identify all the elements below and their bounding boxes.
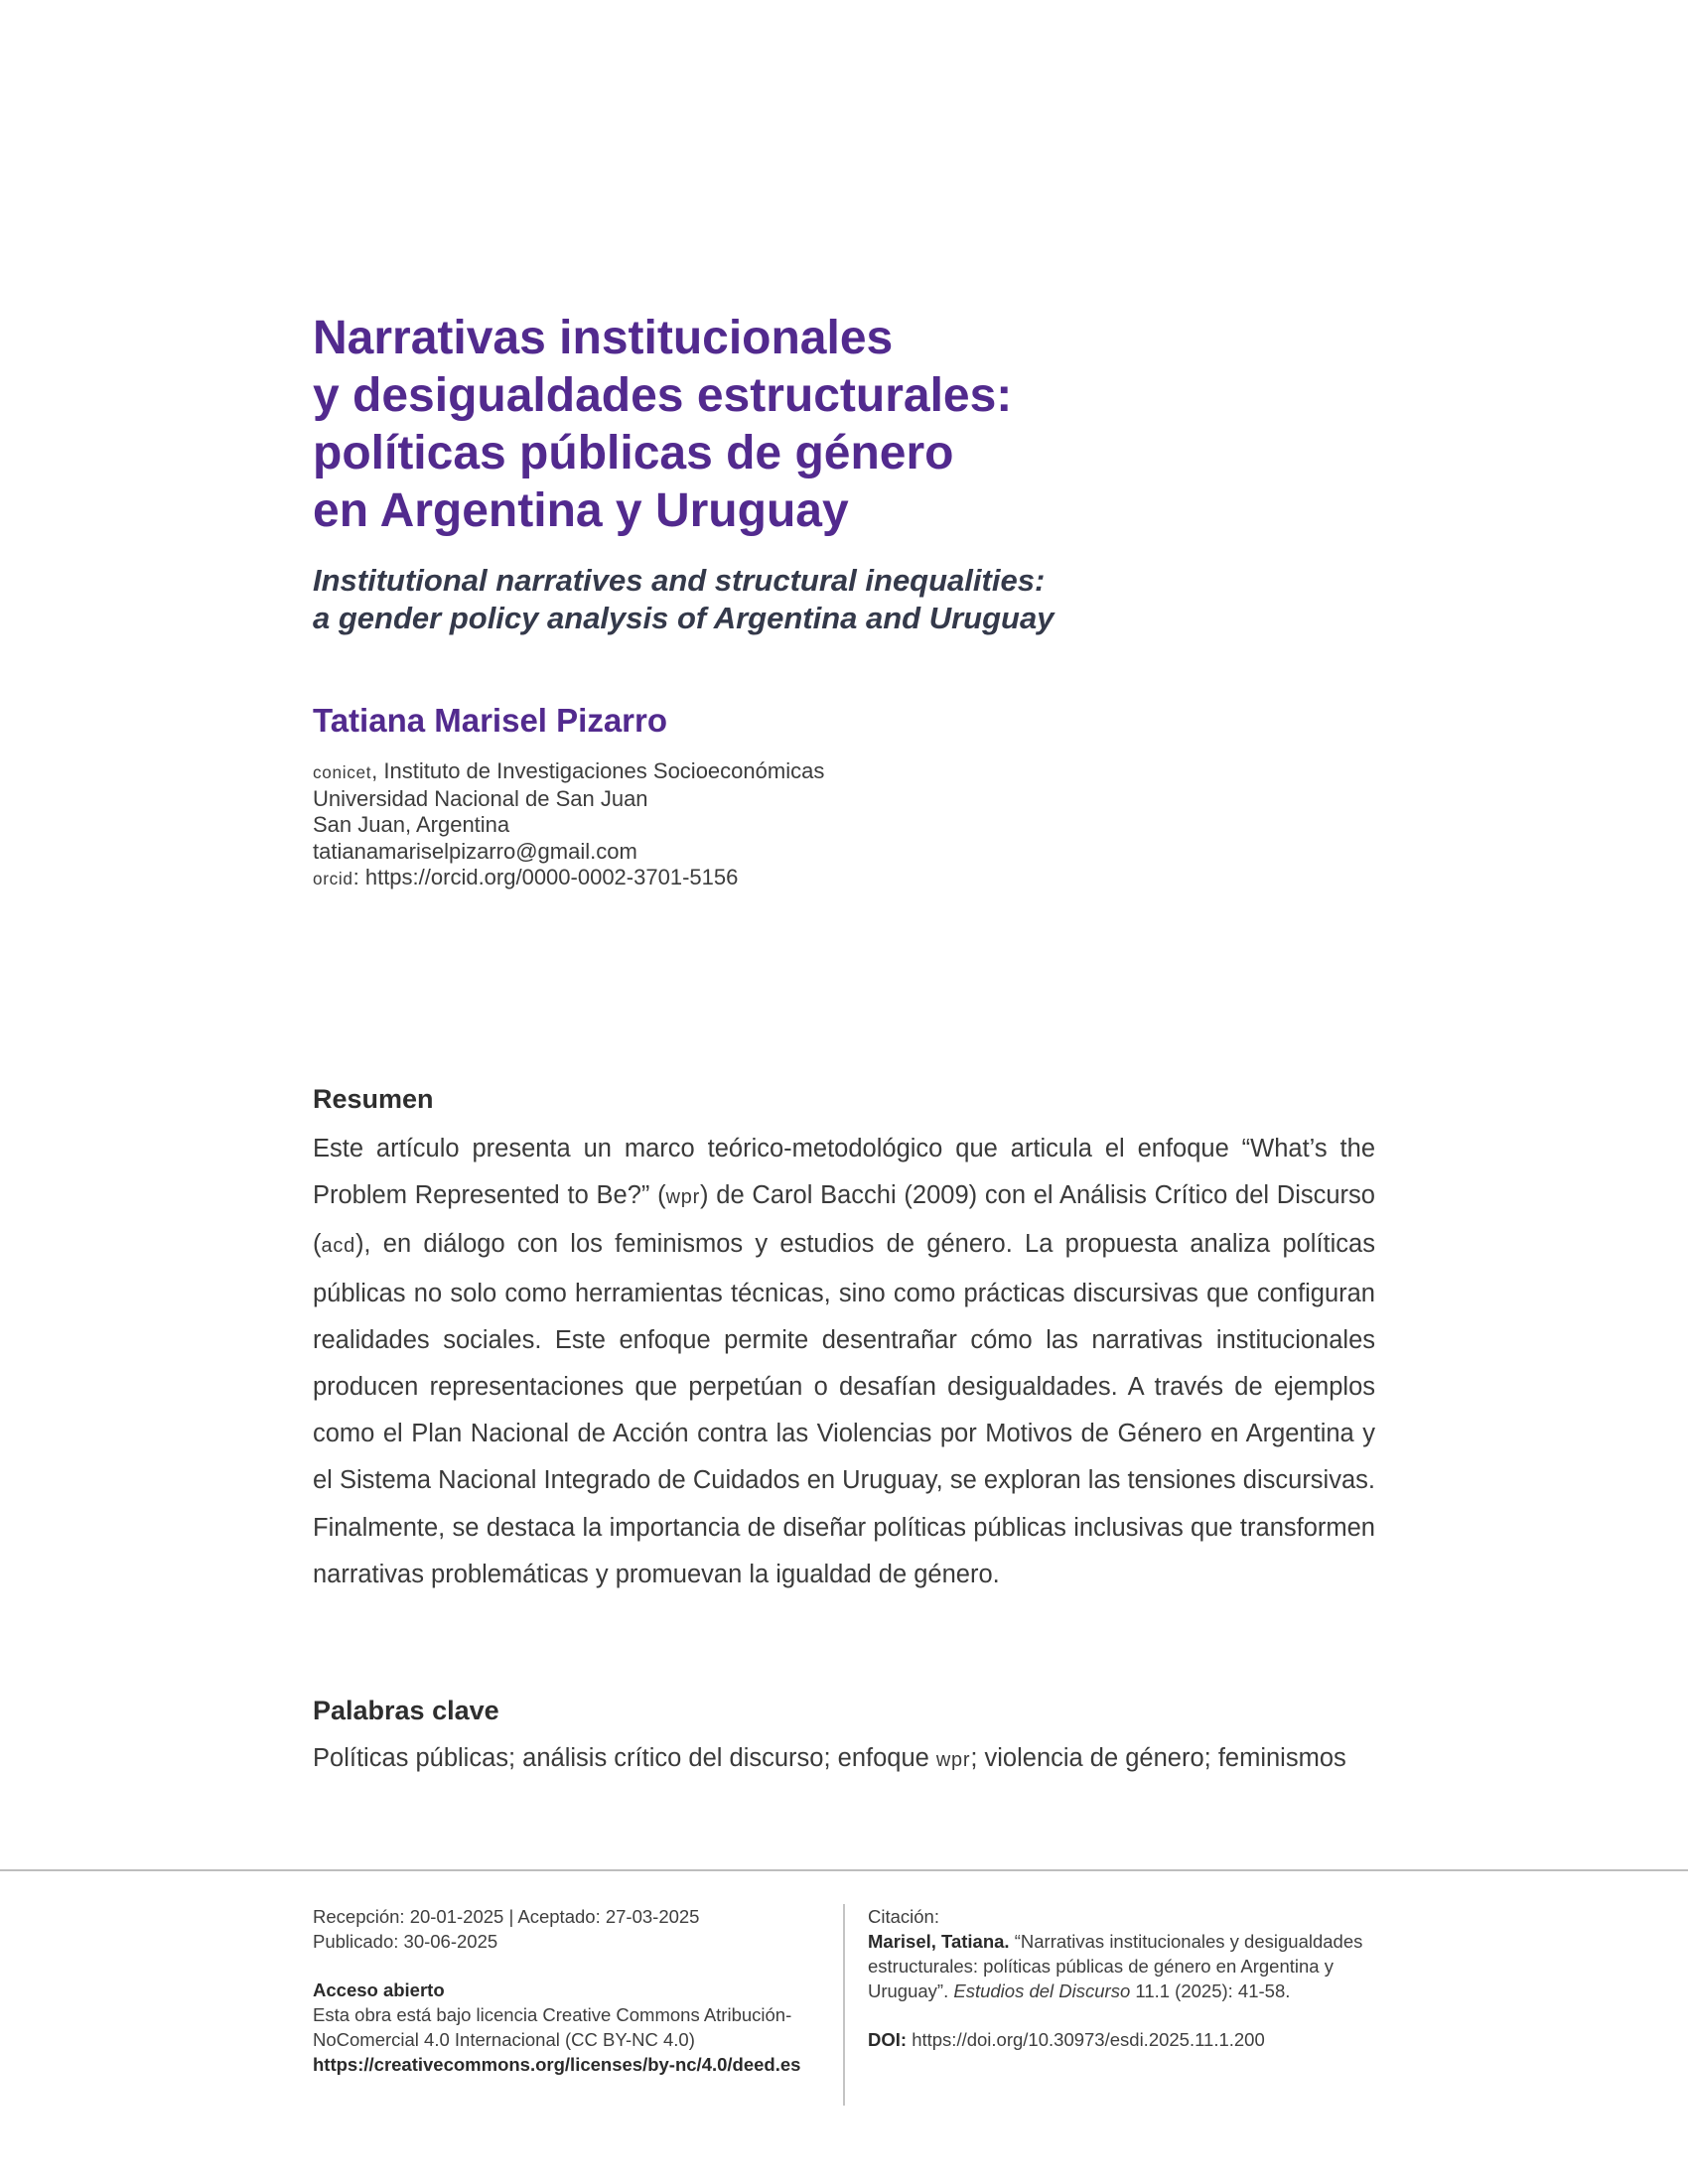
citation-text: Marisel, Tatiana. “Narrativas institucionales y desigualdades estructurales: políticas públicas de género en Argentina y Uruguay”. Estudios del Discurso 11.1 (2025): 41-58. xyxy=(868,1931,1363,2001)
author-name: Tatiana Marisel Pizarro xyxy=(313,702,668,739)
citation-label: Citación: xyxy=(868,1906,939,1927)
license-link[interactable]: https://creativecommons.org/licenses/by-nc/4.0/deed.es xyxy=(313,2054,801,2075)
affiliation-institute: conicet, Instituto de Investigaciones Socioeconómicas xyxy=(313,758,825,783)
citation-info xyxy=(868,1904,1364,2052)
org-abbreviation: conicet xyxy=(313,762,372,782)
article-title xyxy=(313,310,1405,540)
journal-name: Estudios del Discurso xyxy=(953,1980,1131,2001)
publication-info xyxy=(313,1904,829,2077)
doi: DOI: https://doi.org/10.30973/esdi.2025.11.1.200 xyxy=(868,2029,1265,2050)
english-subtitle xyxy=(313,562,1405,637)
license-statement: Esta obra está bajo licencia Creative Commons Atribución-NoComercial 4.0 Internacional (CC BY-NC 4.0) https://creativecommons.org/licenses/by-nc/4.0/deed.es xyxy=(313,2004,801,2075)
published-date: Publicado: 30-06-2025 xyxy=(313,1931,498,1952)
doi-link[interactable]: https://doi.org/10.30973/esdi.2025.11.1.200 xyxy=(907,2029,1265,2050)
author-email[interactable]: tatianamariselpizarro@gmail.com xyxy=(313,838,637,864)
abstract-text: Este artículo presenta un marco teórico-metodológico que articula el enfoque “What’s the Problem Represented to Be?” (wpr) de Carol Bacchi (2009) con el Análisis Crítico del Discurso (acd), en diálogo con los feminismos y estudios de género. La propuesta analiza políticas públicas no solo como herramientas técnicas, sino como prácticas discursivas que configuran realidades sociales. Este enfoque permite desentrañar cómo las narrativas institucionales producen representaciones que perpetúan o desafían desigualdades. A través de ejemplos como el Plan Nacional de Acción contra las Violencias por Motivos de Género en Argentina y el Sistema Nacional Integrado de Cuidados en Uruguay, se exploran las tensiones discursivas. Finalmente, se destaca la importancia de diseñar políticas públicas inclusivas que transformen narrativas problemáticas y promuevan la igualdad de género. xyxy=(313,1135,1375,1588)
title-line: Narrativas institucionales xyxy=(313,312,894,364)
author-affiliation xyxy=(313,758,1206,892)
affiliation-university: Universidad Nacional de San Juan xyxy=(313,785,648,811)
submission-dates: Recepción: 20-01-2025 | Aceptado: 27-03-2025 xyxy=(313,1906,700,1927)
open-access-heading: Acceso abierto xyxy=(313,1979,445,2000)
title-line: políticas públicas de género xyxy=(313,427,954,479)
abbr-acd: acd xyxy=(321,1235,355,1258)
title-line: en Argentina y Uruguay xyxy=(313,484,849,537)
title-line: y desigualdades estructurales: xyxy=(313,369,1013,422)
abbr-wpr: wpr xyxy=(665,1186,701,1209)
affiliation-location: San Juan, Argentina xyxy=(313,812,510,837)
footer-column-divider xyxy=(843,1904,845,2106)
abstract-heading: Resumen xyxy=(313,1084,434,1114)
subtitle-line: a gender policy analysis of Argentina and Uruguay xyxy=(313,601,1055,635)
keywords-text: Políticas públicas; análisis crítico del discurso; enfoque wpr; violencia de género; feminismos xyxy=(313,1744,1346,1772)
abbr-wpr: wpr xyxy=(935,1749,971,1771)
footer-divider xyxy=(0,1869,1688,1871)
keywords-heading: Palabras clave xyxy=(313,1696,499,1725)
author-orcid[interactable]: orcid: https://orcid.org/0000-0002-3701-5156 xyxy=(313,865,739,889)
subtitle-line: Institutional narratives and structural inequalities: xyxy=(313,563,1046,598)
